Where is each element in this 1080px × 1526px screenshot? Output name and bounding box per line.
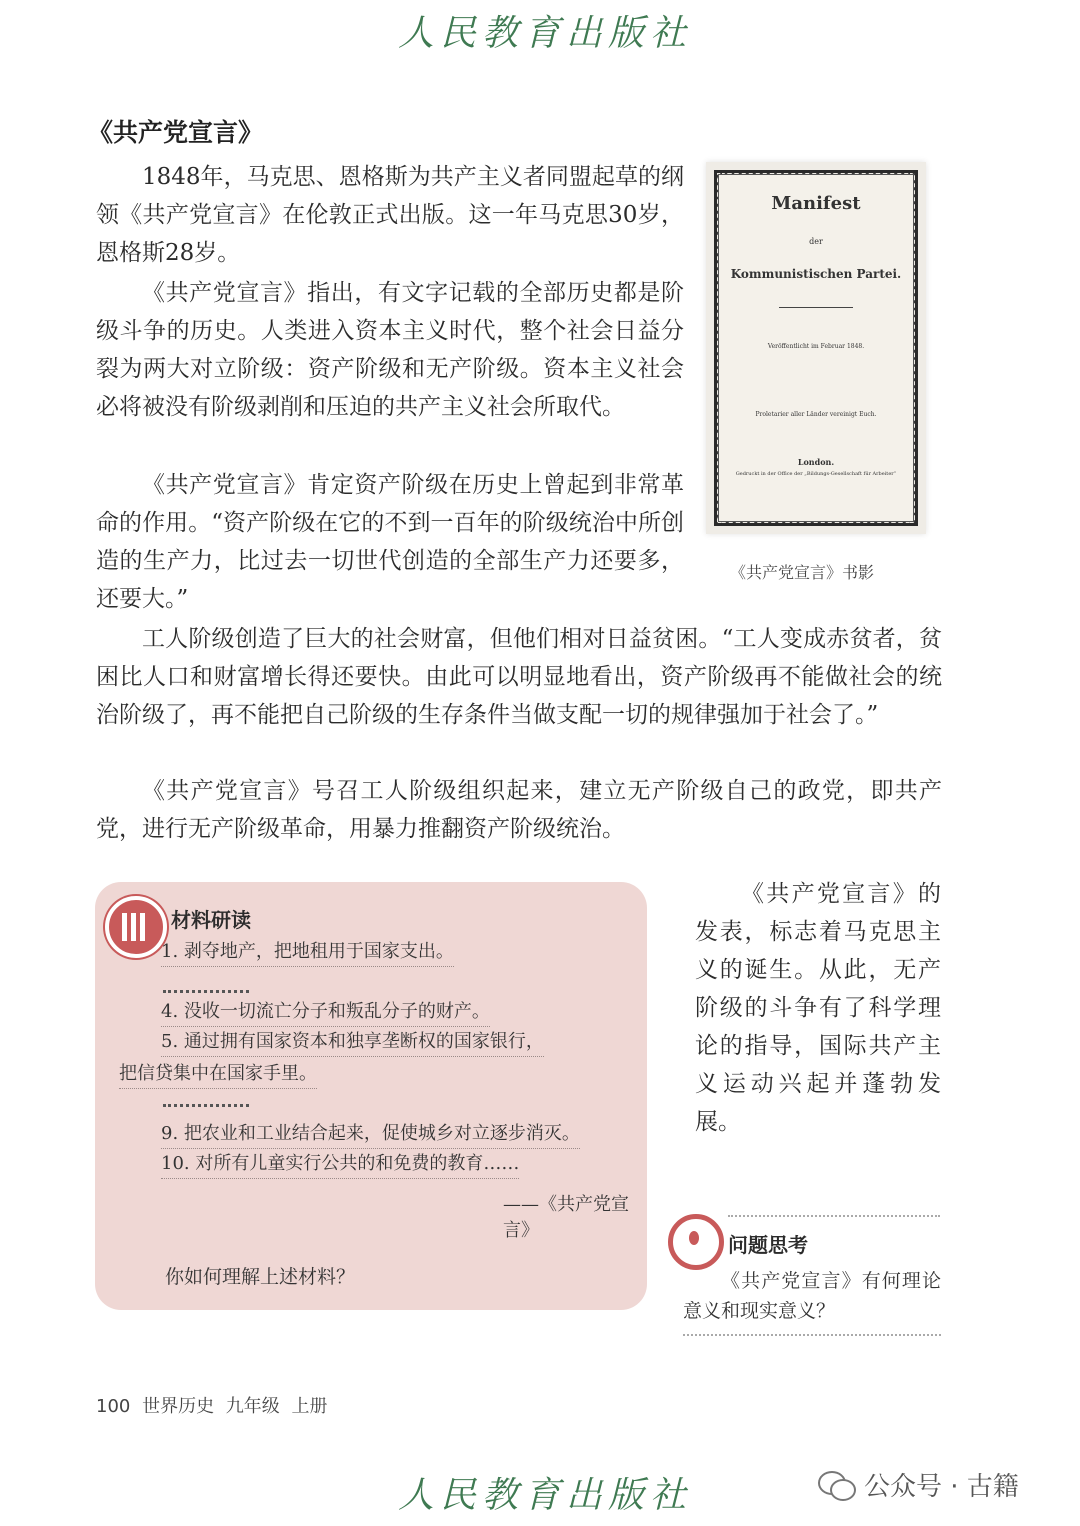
think-top-rule bbox=[728, 1215, 940, 1217]
think-bottom-rule bbox=[683, 1334, 941, 1336]
material-item: 10. 对所有儿童实行公共的和免费的教育…… bbox=[161, 1150, 519, 1179]
cover-der-line: der bbox=[809, 237, 823, 246]
cover-printer-line: Gedruckt in der Office der „Bildungs-Gesellschaft für Arbeiter“ bbox=[735, 471, 897, 477]
material-question: 你如何理解上述材料？ bbox=[165, 1266, 356, 1288]
think-title: 问题思考 bbox=[728, 1233, 808, 1257]
cover-published-line: Veröffentlicht im Februar 1848. bbox=[767, 343, 865, 350]
cover-party-line: Kommunistischen Partei. bbox=[730, 267, 902, 281]
think-question-text: 《共产党宣言》有何理论意义和现实意义？ bbox=[683, 1270, 941, 1322]
image-caption: 《共产党宣言》书影 bbox=[730, 563, 875, 582]
material-reading-title: 材料研读 bbox=[171, 908, 251, 932]
section-title: 《共产党宣言》 bbox=[88, 118, 264, 147]
material-item: 4. 没收一切流亡分子和叛乱分子的财产。 bbox=[161, 998, 490, 1027]
side-note: 《共产党宣言》的发表，标志着马克思主义的诞生。从此，无产阶级的斗争有了科学理论的指导，国际共产主义运动兴起并蓬勃发展。 bbox=[695, 881, 941, 1135]
material-reading-icon bbox=[105, 896, 167, 958]
material-source: ——《共产党宣言》 bbox=[503, 1194, 629, 1241]
icon-bar bbox=[122, 913, 127, 941]
paragraph-4: 工人阶级创造了巨大的社会财富，但他们相对日益贫困。“工人变成赤贫者，贫困比人口和财富增长得还要快。由此可以明显地看出，资产阶级再不能做社会的统治阶级了，再不能把自己阶级的生存条件当做支配一切的规律强加于社会了。” bbox=[96, 626, 942, 728]
cover-title-line: Manifest bbox=[771, 193, 861, 214]
paragraph-1: 1848年，马克思、恩格斯为共产主义者同盟起草的纲领《共产党宣言》在伦敦正式出版。这一年马克思30岁，恩格斯28岁。 bbox=[96, 164, 684, 266]
cover-rule bbox=[779, 307, 853, 308]
cover-page bbox=[718, 174, 914, 522]
icon-bar bbox=[140, 913, 145, 941]
paragraph-5: 《共产党宣言》号召工人阶级组织起来，建立无产阶级自己的政党，即共产党，进行无产阶级革命，用暴力推翻资产阶级统治。 bbox=[96, 778, 942, 842]
question-think-icon bbox=[668, 1214, 724, 1270]
cover-city-line: London. bbox=[797, 457, 835, 467]
page-footer: 100 世界历史 九年级 上册 bbox=[96, 1396, 328, 1417]
ellipsis-dots bbox=[163, 1104, 249, 1107]
publisher-logo-top: 人民教育出版社 bbox=[397, 13, 692, 54]
material-reading-box bbox=[95, 882, 647, 1310]
cover-motto-line: Proletarier aller Länder vereinigt Euch. bbox=[755, 411, 877, 418]
icon-bar bbox=[131, 913, 136, 941]
wechat-watermark bbox=[818, 1466, 1019, 1503]
paragraph-3: 《共产党宣言》肯定资产阶级在历史上曾起到非常革命的作用。“资产阶级在它的不到一百年的阶级统治中所创造的生产力，比过去一切世代创造的全部生产力还要多，还要大。” bbox=[96, 472, 684, 612]
ellipsis-dots bbox=[163, 990, 249, 993]
watermark-text: 公众号 · 古籍 bbox=[864, 1472, 1019, 1502]
paragraph-2: 《共产党宣言》指出，有文字记载的全部历史都是阶级斗争的历史。人类进入资本主义时代，整个社会日益分裂为两大对立阶级：资产阶级和无产阶级。资本主义社会必将被没有阶级剥削和压迫的共产主义社会所取代。 bbox=[96, 280, 684, 420]
wechat-bubble bbox=[830, 1479, 856, 1501]
material-item: 5. 通过拥有国家资本和独享垄断权的国家银行， bbox=[161, 1028, 544, 1057]
wechat-icon bbox=[818, 1471, 854, 1499]
material-item: 1. 剥夺地产，把地租用于国家支出。 bbox=[161, 938, 454, 967]
manifesto-cover-image bbox=[706, 162, 926, 534]
material-item: 把信贷集中在国家手里。 bbox=[119, 1060, 317, 1089]
publisher-logo-bottom: 人民教育出版社 bbox=[397, 1475, 692, 1516]
think-icon-dot bbox=[689, 1231, 699, 1245]
material-item: 9. 把农业和工业结合起来，促使城乡对立逐步消灭。 bbox=[161, 1120, 580, 1149]
